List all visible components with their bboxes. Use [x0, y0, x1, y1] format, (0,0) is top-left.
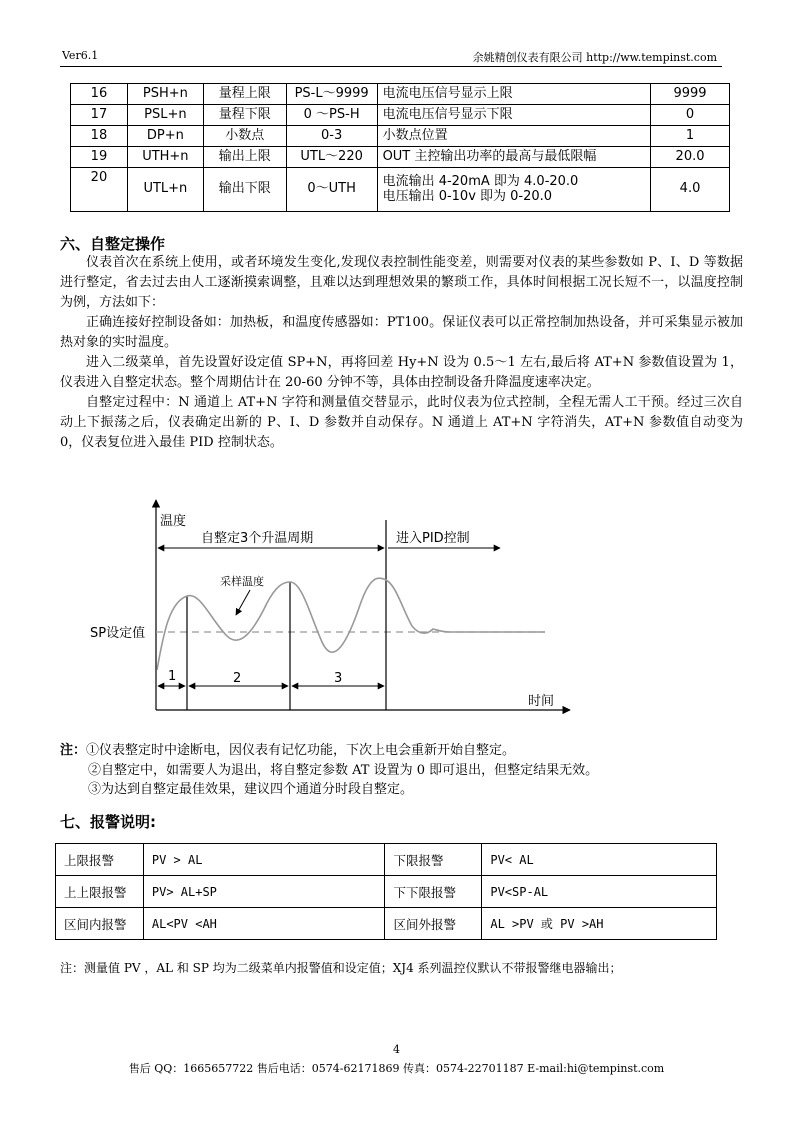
param-default: 1	[651, 126, 730, 147]
alarm-condition: PV< AL	[482, 844, 717, 876]
sample-temp-label: 采样温度	[220, 575, 264, 588]
param-no: 16	[71, 84, 128, 105]
param-range: PS-L～9999	[286, 84, 377, 105]
footer-contact: 售后 QQ：1665657722 售后电话：0574-62171869 传真：0574-22701187 E-mail:hi@tempinst.com	[128, 1062, 665, 1075]
sp-label: SP设定值	[90, 626, 146, 641]
table-row	[71, 84, 730, 105]
param-code: PSH+n	[127, 84, 203, 105]
note-3: ③为达到自整定最佳效果，建议四个通道分时段自整定。	[88, 782, 414, 797]
param-no: 18	[71, 126, 128, 147]
param-range: 0～UTH	[286, 168, 377, 212]
param-name: 量程下限	[203, 105, 286, 126]
section-6-title: 六、自整定操作	[60, 235, 166, 253]
param-desc	[377, 168, 650, 212]
param-no: 17	[71, 105, 128, 126]
param-desc: 电流电压信号显示上限	[377, 84, 650, 105]
page-number: 4	[393, 1043, 400, 1056]
sample-pointer	[236, 590, 250, 615]
cycle-label-2: 2	[233, 671, 242, 686]
param-range: 0-3	[286, 126, 377, 147]
parameter-table	[70, 83, 730, 212]
notes-prefix: 注：	[60, 743, 87, 758]
param-code: PSL+n	[127, 105, 203, 126]
table-row	[56, 908, 717, 940]
param-range: UTL～220	[286, 147, 377, 168]
alarm-condition: PV> AL+SP	[143, 876, 385, 908]
section-6-para-3: 进入二级菜单，首先设置好设定值 SP+N，再将回差 Hy+N 设为 0.5～1 左右,最后将 AT+N 参数值设置为 1，仪表进入自整定状态。整个周期估计在 20-60 分钟不等，具体由控制设备升降温度速率决定。	[60, 355, 743, 390]
param-no: 19	[71, 147, 128, 168]
table-row	[71, 168, 730, 212]
doc-version: Ver6.1	[62, 49, 99, 62]
temperature-curve	[157, 578, 545, 670]
param-desc: 小数点位置	[377, 126, 650, 147]
alarm-name: 区间外报警	[385, 908, 482, 940]
alarm-name: 区间内报警	[56, 908, 144, 940]
table-row	[71, 126, 730, 147]
section-6-para-1: 仪表首次在系统上使用，或者环境发生变化,发现仪表控制性能变差，则需要对仪表的某些参数如 P、I、D 等数据进行整定，省去过去由人工逐渐摸索调整，且难以达到理想效果的繁琐工作，具体时间根据工况长短不一，以温度控制为例，方法如下：	[60, 255, 743, 310]
param-name: 量程上限	[203, 84, 286, 105]
company-header: 余姚精创仪表有限公司 http://ww.tempinst.com	[472, 51, 717, 64]
alarm-name: 下下限报警	[385, 876, 482, 908]
param-name: 输出下限	[203, 168, 286, 212]
param-default: 9999	[651, 84, 730, 105]
alarm-condition: AL >PV 或 PV >AH	[482, 908, 717, 940]
section-6-para-2: 正确连接好控制设备如：加热板，和温度传感器如：PT100。保证仪表可以正常控制加热设备，并可采集显示被加热对象的实时温度。	[60, 315, 743, 350]
param-no: 20	[71, 168, 128, 212]
param-default: 0	[651, 105, 730, 126]
param-name: 输出上限	[203, 147, 286, 168]
cycle-label-1: 1	[168, 669, 177, 684]
param-name: 小数点	[203, 126, 286, 147]
header-divider	[60, 66, 722, 67]
param-desc-line: 电流输出 4-20mA 即为 4.0-20.0	[382, 173, 579, 189]
alarm-name: 下限报警	[385, 844, 482, 876]
note-1: ①仪表整定时中途断电，因仪表有记忆功能，下次上电会重新开始自整定。	[86, 743, 516, 758]
autotune-diagram	[0, 490, 793, 720]
phase-pid-label: 进入PID控制	[396, 531, 470, 546]
param-default: 20.0	[651, 147, 730, 168]
table-row	[71, 105, 730, 126]
param-desc: 电流电压信号显示下限	[377, 105, 650, 126]
alarm-condition: PV<SP-AL	[482, 876, 717, 908]
table-row	[71, 147, 730, 168]
alarm-footnote: 注：测量值 PV ，AL 和 SP 均为二级菜单内报警值和设定值；XJ4 系列温控仪默认不带报警继电器输出；	[60, 961, 622, 975]
alarm-condition: AL<PV <AH	[143, 908, 385, 940]
notes-block	[60, 741, 515, 761]
table-row	[56, 844, 717, 876]
section-7-title: 七、报警说明:	[60, 813, 156, 831]
x-axis-label: 时间	[528, 694, 555, 709]
param-code: UTH+n	[127, 147, 203, 168]
param-code: DP+n	[127, 126, 203, 147]
alarm-table	[55, 843, 717, 940]
param-default: 4.0	[651, 168, 730, 212]
param-code: UTL+n	[127, 168, 203, 212]
alarm-condition: PV > AL	[143, 844, 385, 876]
section-6-para-4: 自整定过程中：N 通道上 AT+N 字符和测量值交替显示，此时仪表为位式控制，全程无需人工干预。经过三次自动上下振荡之后，仪表确定出新的 P、I、D 参数并自动保存。N 通道上 AT+N 字符消失，AT+N 参数值自动变为 0，仪表复位进入最佳 PID 控制状态。	[60, 395, 743, 450]
param-desc-line: 电压输出 0-10v 即为 0-20.0	[382, 188, 553, 204]
cycle-label-3: 3	[334, 671, 343, 686]
y-axis-label: 温度	[160, 514, 187, 529]
note-2: ②自整定中，如需要人为退出，将自整定参数 AT 设置为 0 即可退出，但整定结果无效。	[88, 763, 599, 778]
alarm-name: 上上限报警	[56, 876, 144, 908]
alarm-name: 上限报警	[56, 844, 144, 876]
param-range: 0 ～PS-H	[286, 105, 377, 126]
table-row	[56, 876, 717, 908]
param-desc: OUT 主控输出功率的最高与最低限幅	[377, 147, 650, 168]
phase-autotune-label: 自整定3个升温周期	[201, 531, 314, 546]
